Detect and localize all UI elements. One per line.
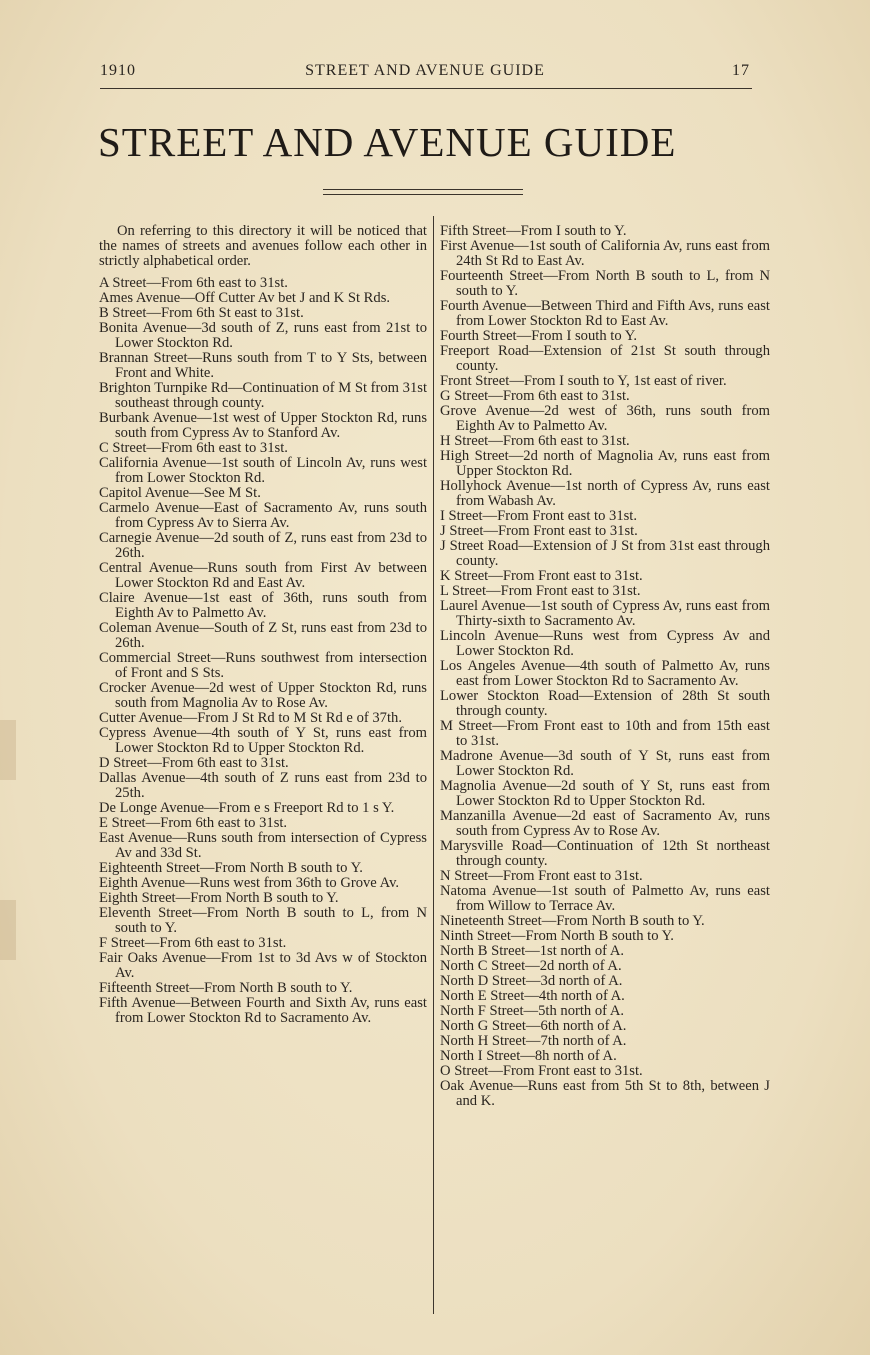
directory-entry: Dallas Avenue—4th south of Z runs east from 23d to 25th. bbox=[99, 770, 427, 801]
directory-entry: North H Street—7th north of A. bbox=[440, 1033, 627, 1049]
directory-entry: I Street—From Front east to 31st. bbox=[440, 508, 638, 524]
directory-entry: M Street—From Front east to 10th and from 15th east to 31st. bbox=[440, 718, 770, 749]
directory-entry: Brannan Street—Runs south from T to Y Sts, between Front and White. bbox=[99, 350, 427, 381]
directory-entry: C Street—From 6th east to 31st. bbox=[99, 440, 288, 456]
directory-entry: Cypress Avenue—4th south of Y St, runs east from Lower Stockton Rd to Upper Stockton Rd. bbox=[99, 725, 427, 756]
directory-entry: Brighton Turnpike Rd—Continuation of M St from 31st southeast through county. bbox=[99, 380, 427, 411]
directory-entry: Hollyhock Avenue—1st north of Cypress Av, runs east from Wabash Av. bbox=[440, 478, 770, 509]
directory-entry: Fair Oaks Avenue—From 1st to 3d Avs w of Stockton Av. bbox=[99, 950, 427, 981]
directory-entry: Coleman Avenue—South of Z St, runs east from 23d to 26th. bbox=[99, 620, 427, 651]
intro-paragraph: On referring to this directory it will be noticed that the names of streets and avenues follow each other in strictly alphabetical order. bbox=[99, 223, 427, 269]
directory-entry: North D Street—3d north of A. bbox=[440, 973, 623, 989]
directory-entry: Manzanilla Avenue—2d east of Sacramento Av, runs south from Cypress Av to Rose Av. bbox=[440, 808, 770, 839]
header-rule bbox=[100, 88, 752, 89]
directory-entry: North F Street—5th north of A. bbox=[440, 1003, 625, 1019]
directory-entry: B Street—From 6th St east to 31st. bbox=[99, 305, 304, 321]
directory-entry: A Street—From 6th east to 31st. bbox=[99, 275, 288, 291]
directory-entry: J Street Road—Extension of J St from 31st east through county. bbox=[440, 538, 770, 569]
directory-entry: O Street—From Front east to 31st. bbox=[440, 1063, 643, 1079]
directory-entry: Fourth Street—From I south to Y. bbox=[440, 328, 638, 344]
right-column bbox=[440, 224, 770, 1109]
directory-entry: Crocker Avenue—2d west of Upper Stockton Rd, runs south from Magnolia Av to Rose Av. bbox=[99, 680, 427, 711]
directory-entry: North G Street—6th north of A. bbox=[440, 1018, 627, 1034]
directory-entry: Nineteenth Street—From North B south to Y. bbox=[440, 913, 705, 929]
directory-entry: J Street—From Front east to 31st. bbox=[440, 523, 638, 539]
directory-entry: Carnegie Avenue—2d south of Z, runs east from 23d to 26th. bbox=[99, 530, 427, 561]
directory-entry: Fifteenth Street—From North B south to Y. bbox=[99, 980, 353, 996]
left-column bbox=[99, 224, 427, 1026]
column-divider bbox=[433, 216, 434, 1314]
directory-entry: Eighth Avenue—Runs west from 36th to Grove Av. bbox=[99, 875, 400, 891]
directory-entry: De Longe Avenue—From e s Freeport Rd to 1 s Y. bbox=[99, 800, 395, 816]
directory-entry: K Street—From Front east to 31st. bbox=[440, 568, 643, 584]
directory-entry: F Street—From 6th east to 31st. bbox=[99, 935, 287, 951]
directory-entry: E Street—From 6th east to 31st. bbox=[99, 815, 288, 831]
directory-entry: Freeport Road—Extension of 21st St south through county. bbox=[440, 343, 770, 374]
directory-entry: High Street—2d north of Magnolia Av, runs east from Upper Stockton Rd. bbox=[440, 448, 770, 479]
directory-entry: Fourth Avenue—Between Third and Fifth Avs, runs east from Lower Stockton Rd to East Av. bbox=[440, 298, 770, 329]
title-ornament-rule bbox=[323, 189, 523, 198]
directory-entry: Madrone Avenue—3d south of Y St, runs east from Lower Stockton Rd. bbox=[440, 748, 770, 779]
directory-entry: East Avenue—Runs south from intersection of Cypress Av and 33d St. bbox=[99, 830, 427, 861]
directory-entry: D Street—From 6th east to 31st. bbox=[99, 755, 289, 771]
directory-entry: North E Street—4th north of A. bbox=[440, 988, 625, 1004]
directory-entry: Front Street—From I south to Y, 1st east of river. bbox=[440, 373, 727, 389]
directory-entry: Natoma Avenue—1st south of Palmetto Av, runs east from Willow to Terrace Av. bbox=[440, 883, 770, 914]
directory-entry: Magnolia Avenue—2d south of Y St, runs east from Lower Stockton Rd to Upper Stockton Rd. bbox=[440, 778, 770, 809]
running-head bbox=[100, 62, 750, 82]
directory-entry: Grove Avenue—2d west of 36th, runs south from Eighth Av to Palmetto Av. bbox=[440, 403, 770, 434]
edge-stain bbox=[0, 900, 16, 960]
directory-entry: North C Street—2d north of A. bbox=[440, 958, 622, 974]
directory-entry: Burbank Avenue—1st west of Upper Stockton Rd, runs south from Cypress Av to Stanford Av. bbox=[99, 410, 427, 441]
directory-entry: Marysville Road—Continuation of 12th St northeast through county. bbox=[440, 838, 770, 869]
directory-entry: N Street—From Front east to 31st. bbox=[440, 868, 643, 884]
directory-entry: H Street—From 6th east to 31st. bbox=[440, 433, 630, 449]
directory-entry: Bonita Avenue—3d south of Z, runs east from 21st to Lower Stockton Rd. bbox=[99, 320, 427, 351]
directory-entry: Fifth Street—From I south to Y. bbox=[440, 223, 627, 239]
directory-entry: Laurel Avenue—1st south of Cypress Av, runs east from Thirty-sixth to Sacramento Av. bbox=[440, 598, 770, 629]
directory-entry: Eleventh Street—From North B south to L, from N south to Y. bbox=[99, 905, 427, 936]
directory-entry: Ames Avenue—Off Cutter Av bet J and K St Rds. bbox=[99, 290, 391, 306]
directory-entry: Eighth Street—From North B south to Y. bbox=[99, 890, 339, 906]
directory-entry: Commercial Street—Runs southwest from intersection of Front and S Sts. bbox=[99, 650, 427, 681]
directory-entry: California Avenue—1st south of Lincoln Av, runs west from Lower Stockton Rd. bbox=[99, 455, 427, 486]
directory-entry: Lincoln Avenue—Runs west from Cypress Av and Lower Stockton Rd. bbox=[440, 628, 770, 659]
directory-entry: First Avenue—1st south of California Av, runs east from 24th St Rd to East Av. bbox=[440, 238, 770, 269]
directory-entry: North I Street—8h north of A. bbox=[440, 1048, 617, 1064]
directory-entry: Claire Avenue—1st east of 36th, runs south from Eighth Av to Palmetto Av. bbox=[99, 590, 427, 621]
directory-entry: Oak Avenue—Runs east from 5th St to 8th, between J and K. bbox=[440, 1078, 770, 1109]
directory-entry: Ninth Street—From North B south to Y. bbox=[440, 928, 674, 944]
edge-stain bbox=[0, 720, 16, 780]
directory-entry: Cutter Avenue—From J St Rd to M St Rd e of 37th. bbox=[99, 710, 402, 726]
directory-entry: L Street—From Front east to 31st. bbox=[440, 583, 641, 599]
header-page-number: 17 bbox=[732, 62, 750, 79]
directory-entry: Fifth Avenue—Between Fourth and Sixth Av, runs east from Lower Stockton Rd to Sacramento Av. bbox=[99, 995, 427, 1026]
header-year: 1910 bbox=[100, 62, 136, 79]
directory-entry: Capitol Avenue—See M St. bbox=[99, 485, 261, 501]
page-title: STREET AND AVENUE GUIDE bbox=[98, 119, 677, 165]
directory-entry: Fourteenth Street—From North B south to L, from N south to Y. bbox=[440, 268, 770, 299]
directory-entry: Los Angeles Avenue—4th south of Palmetto Av, runs east from Lower Stockton Rd to Sacramento Av. bbox=[440, 658, 770, 689]
left-entries bbox=[99, 276, 427, 1026]
directory-entry: Eighteenth Street—From North B south to Y. bbox=[99, 860, 363, 876]
directory-entry: Lower Stockton Road—Extension of 28th St south through county. bbox=[440, 688, 770, 719]
directory-entry: Central Avenue—Runs south from First Av between Lower Stockton Rd and East Av. bbox=[99, 560, 427, 591]
header-running-title: STREET AND AVENUE GUIDE bbox=[305, 62, 545, 79]
directory-entry: Carmelo Avenue—East of Sacramento Av, runs south from Cypress Av to Sierra Av. bbox=[99, 500, 427, 531]
right-entries bbox=[440, 224, 770, 1109]
directory-entry: North B Street—1st north of A. bbox=[440, 943, 625, 959]
directory-entry: G Street—From 6th east to 31st. bbox=[440, 388, 630, 404]
